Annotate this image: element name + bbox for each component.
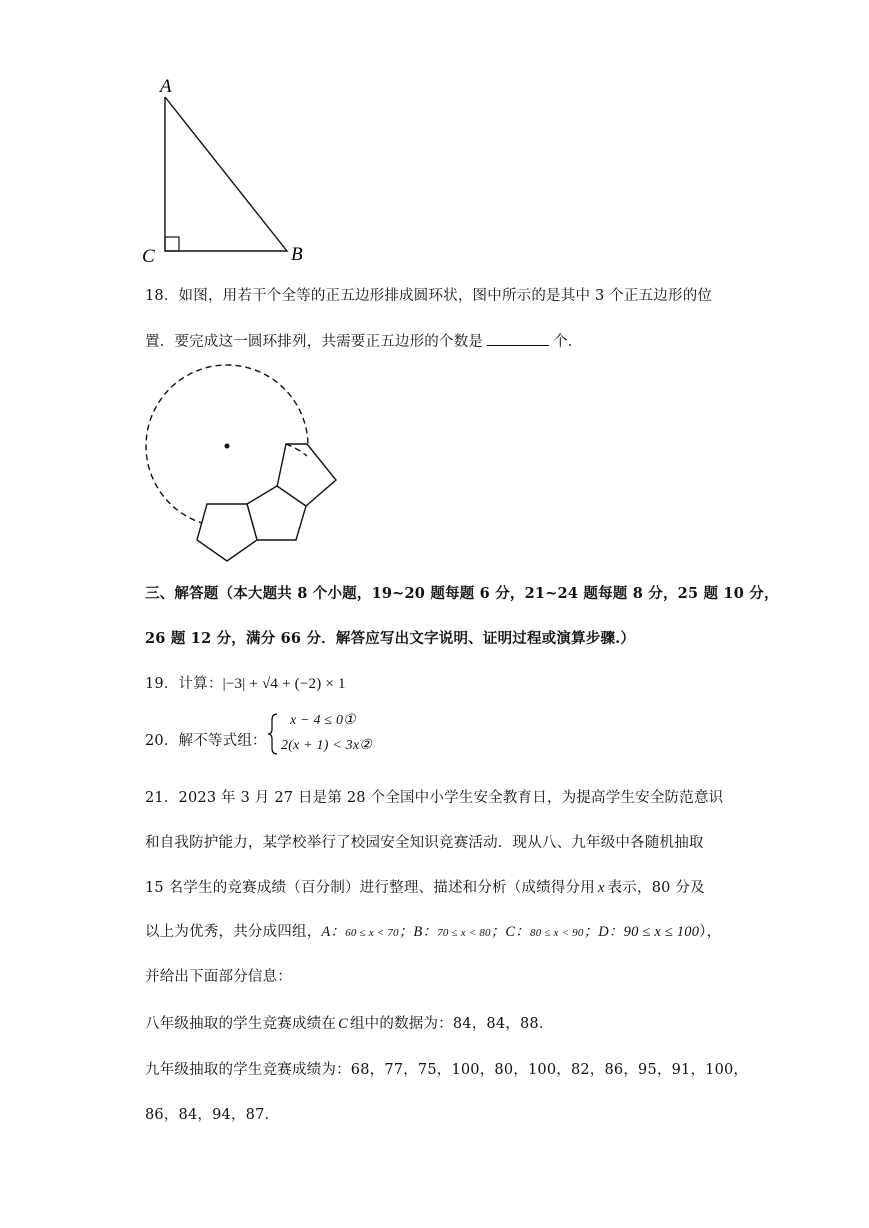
question-21-groups-intro: 以上为优秀，共分成四组，: [145, 924, 322, 940]
group-a-label: A：: [321, 924, 346, 940]
inequality-1: x − 4 ≤ 0①: [290, 713, 356, 728]
group-b-range: 70 ≤ x < 80: [437, 927, 491, 939]
system-brace: [266, 712, 280, 756]
question-21-line-2: 和自我防护能力，某学校举行了校园安全知识竞赛活动．现从八、九年级中各随机抽取: [145, 835, 704, 851]
question-20-prefix: 20．解不等式组：: [145, 733, 267, 749]
group-c-range: 80 ≤ x < 90: [530, 927, 584, 939]
question-18-line-1: 18．如图，用若干个全等的正五边形排成圆环状，图中所示的是其中 3 个正五边形的位: [145, 288, 713, 304]
circle-center-dot: [225, 444, 230, 449]
question-21-line-8: 86，84，94，87．: [145, 1107, 280, 1123]
question-19-prefix: 19．计算：: [145, 676, 223, 692]
question-21-line-3-text: 15 名学生的竞赛成绩（百分制）进行整理、描述和分析（成绩得分用: [145, 880, 595, 896]
question-18-line-2: [145, 330, 583, 351]
question-21-line-6-text: 八年级抽取的学生竞赛成绩在: [145, 1016, 337, 1032]
group-d-label: ；D：: [583, 924, 624, 940]
question-18-unit: 个．: [553, 334, 583, 350]
section-3-heading-line-2: 26 题 12 分，满分 66 分．解答应写出文字说明、证明过程或演算步骤.）: [145, 630, 636, 647]
inequality-2: 2(x + 1) < 3x②: [281, 738, 372, 753]
question-21-line-3-tail: 表示，80 分及: [607, 880, 705, 896]
question-21-line-7: 九年级抽取的学生竞赛成绩为：68，77，75，100，80，100，82，86，95，91，100，: [145, 1062, 749, 1078]
pentagon-bottom: [197, 504, 257, 561]
group-d-range: 90 ≤ x ≤ 100: [623, 924, 700, 940]
section-3-heading-line-1: 三、解答题（本大题共 8 个小题，19~20 题每题 6 分，21~24 题每题 8 分，25 题 10 分，: [145, 585, 779, 602]
vertex-label-c: C: [142, 246, 155, 267]
question-21-line-5: 并给出下面部分信息：: [145, 969, 292, 985]
question-21-line-4: [145, 920, 721, 941]
group-c-label: ；C：: [490, 924, 531, 940]
question-18-text: 置．要完成这一圆环排列，共需要正五边形的个数是: [145, 334, 484, 350]
vertex-label-a: A: [160, 76, 172, 97]
group-b-label: ；B：: [398, 924, 438, 940]
group-a-range: 60 ≤ x < 70: [345, 927, 399, 939]
answer-blank[interactable]: [487, 333, 549, 346]
right-triangle-figure: [135, 70, 315, 270]
variable-x: x: [597, 880, 605, 896]
variable-c: C: [338, 1016, 348, 1032]
question-21-line-6-tail: 组中的数据为：84，84，88．: [349, 1016, 554, 1032]
question-21-line-3: [145, 876, 705, 897]
pentagon-ring-figure: [140, 360, 350, 570]
question-19: [145, 672, 346, 693]
question-19-expression: |−3| + √4 + (−2) × 1: [222, 676, 346, 692]
vertex-label-b: B: [291, 244, 303, 265]
question-21-line-6: [145, 1012, 554, 1033]
question-21-line-4-end: ），: [699, 924, 722, 940]
question-21-line-1: 21．2023 年 3 月 27 日是第 28 个全国中小学生安全教育日，为提高学生安全防范意识: [145, 790, 724, 806]
